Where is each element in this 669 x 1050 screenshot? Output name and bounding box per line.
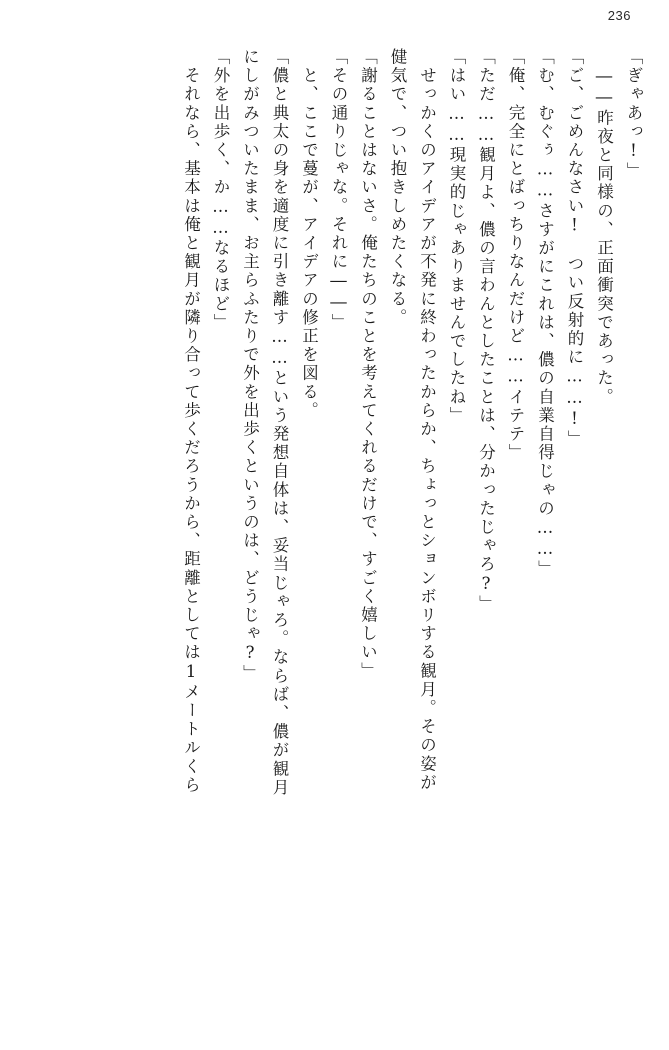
text-line: それなら、基本は俺と観月が隣り合って歩くだろうから、距離としては1メートルくら xyxy=(181,48,201,795)
page-number: 236 xyxy=(607,8,631,23)
text-line: 健気で、つい抱きしめたくなる。 xyxy=(388,48,407,327)
text-line: 「ぎゃあっ!」 xyxy=(624,48,643,181)
text-line: 「俺、完全にとばっちりなんだけど……イテテ」 xyxy=(506,48,525,463)
text-line: ――昨夜と同様の、正面衝突であった。 xyxy=(594,48,614,407)
text-line: 「謝ることはないさ。俺たちのことを考えてくれるだけで、すごく嬉しい」 xyxy=(358,48,378,681)
text-line: 「その通りじゃな。それに――」 xyxy=(329,48,348,332)
text-line: 「ただ……観月よ、儂の言わんとしたことは、分かったじゃろ?」 xyxy=(476,48,496,614)
text-line: と、ここで蔓が、アイデアの修正を図る。 xyxy=(299,48,319,420)
text-line: 「はい……現実的じゃありませんでしたね」 xyxy=(447,48,466,425)
text-line: 「儂と典太の身を適度に引き離す……という発想自体は、妥当じゃろ。ならば、儂が観月 xyxy=(270,48,289,797)
vertical-text-body xyxy=(26,48,641,1024)
text-line: 「外を出歩く、か……なるほど」 xyxy=(211,48,230,332)
text-line: 「ご、ごめんなさい! つい反射的に……!」 xyxy=(565,48,584,449)
text-line: にしがみついたまま、お主らふたりで外を出歩くというのは、どうじゃ?」 xyxy=(240,48,260,683)
text-line: せっかくのアイデアが不発に終わったからか、ちょっとションボリする観月。その姿が xyxy=(417,48,437,792)
text-line: 「む、むぐぅ……さすがにこれは、儂の自業自得じゃの……」 xyxy=(535,48,555,579)
